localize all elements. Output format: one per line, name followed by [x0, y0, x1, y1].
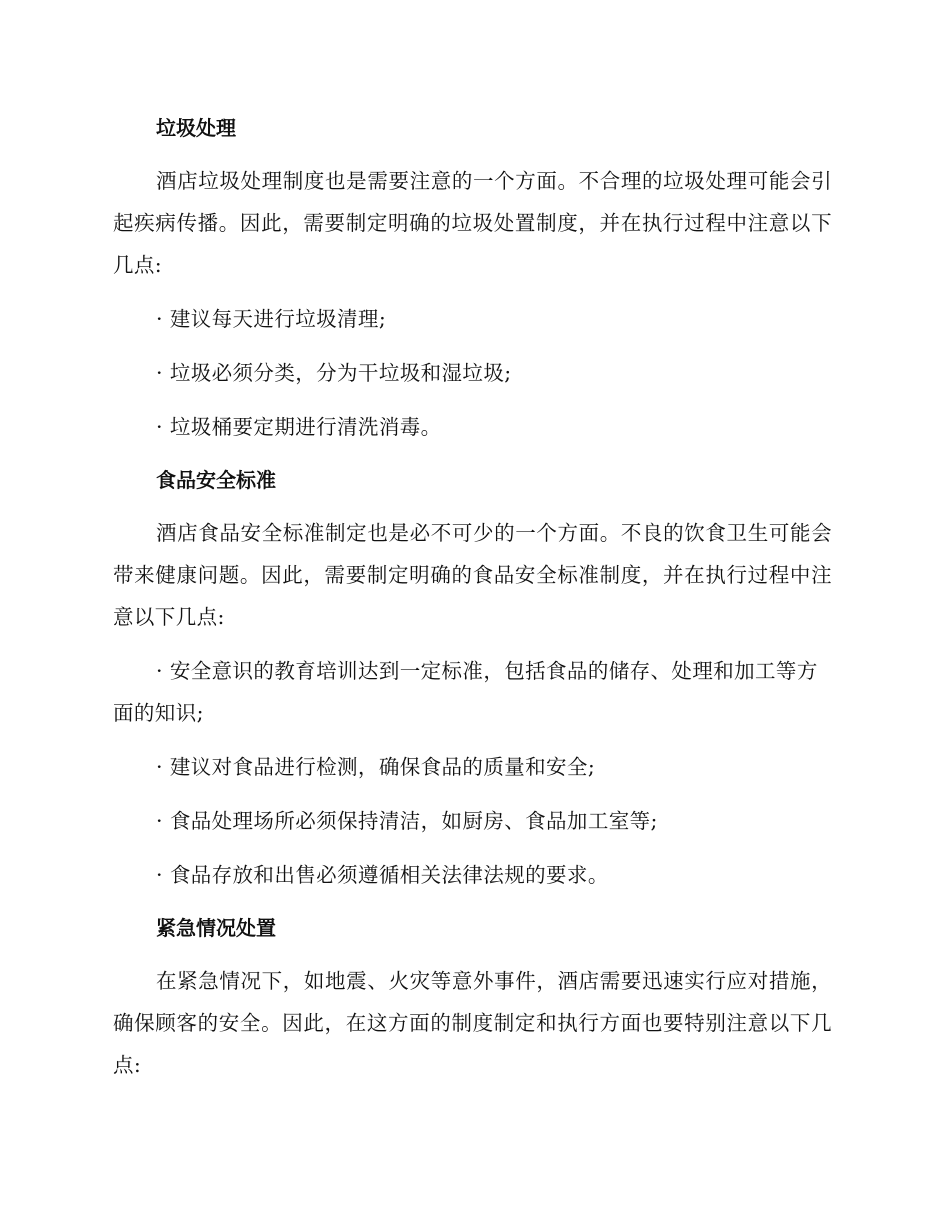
bullet-item: · 食品处理场所必须保持清洁，如厨房、食品加工室等; [156, 809, 658, 833]
section-heading: 垃圾处理 [156, 116, 236, 140]
section-heading: 紧急情况处置 [156, 916, 276, 940]
bullet-item: · 建议对食品进行检测，确保食品的质量和安全; [156, 755, 596, 779]
section-waste-disposal [113, 108, 832, 448]
bullet-item: · 建议每天进行垃圾清理; [156, 307, 387, 331]
section-paragraph: 在紧急情况下，如地震、火灾等意外事件，酒店需要迅速实行应对措施，确保顾客的安全。因此，在这方面的制度制定和执行方面也要特别注意以下几点: [113, 969, 832, 1077]
bullet-item: · 安全意识的教育培训达到一定标准，包括食品的储存、处理和加工等方面的知识; [113, 659, 818, 725]
bullet-item: · 垃圾必须分类，分为干垃圾和湿垃圾; [156, 361, 512, 385]
section-paragraph: 酒店食品安全标准制定也是必不可少的一个方面。不良的饮食卫生可能会带来健康问题。因此，需要制定明确的食品安全标准制度，并在执行过程中注意以下几点: [113, 521, 832, 629]
section-emergency-handling [113, 908, 832, 1086]
bullet-item: · 垃圾桶要定期进行清洗消毒。 [156, 415, 442, 439]
bullet-item: · 食品存放和出售必须遵循相关法律法规的要求。 [156, 863, 609, 887]
section-heading: 食品安全标准 [156, 468, 276, 492]
section-paragraph: 酒店垃圾处理制度也是需要注意的一个方面。不合理的垃圾处理可能会引起疾病传播。因此，需要制定明确的垃圾处置制度，并在执行过程中注意以下几点: [113, 169, 832, 277]
section-food-safety [113, 460, 832, 896]
